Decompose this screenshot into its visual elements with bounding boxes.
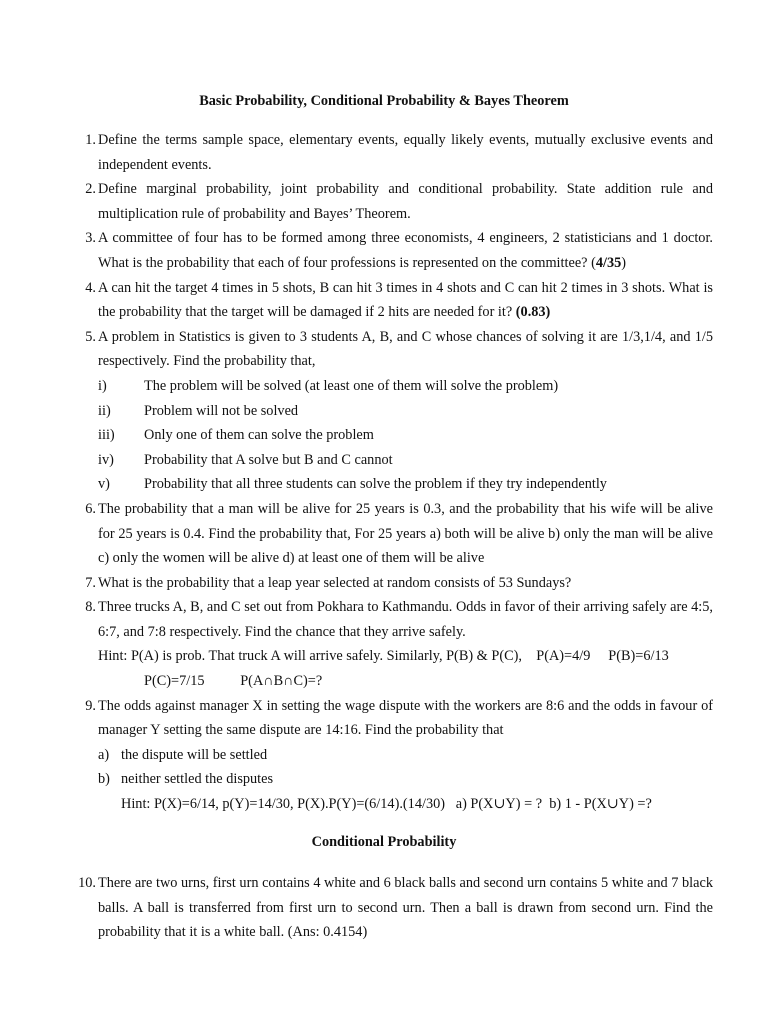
sub-label: v) xyxy=(98,476,110,493)
question-number: 1. xyxy=(85,132,96,148)
question-text: The odds against manager X in setting the wage dispute with the workers are 8:6 and the odds in favour of manager Y setting the same dispute are 14:16. Find the probability that xyxy=(98,697,713,739)
question-number: 3. xyxy=(85,230,96,247)
question-8 xyxy=(0,595,713,644)
sub-label: ii) xyxy=(98,402,111,419)
question-list xyxy=(0,128,768,817)
sub-text: Probability that A solve but B and C cannot xyxy=(144,451,393,468)
question-6 xyxy=(0,497,713,571)
sub-text: The problem will be solved (at least one of them will solve the problem) xyxy=(144,377,559,394)
sub-text: the dispute will be settled xyxy=(121,746,268,763)
question-3 xyxy=(0,226,713,275)
sub-label: i) xyxy=(98,377,107,394)
question-text: Define the terms sample space, elementary events, equally likely events, mutually exclusive events and independent events. xyxy=(98,132,713,173)
sub-label: iv) xyxy=(98,451,114,468)
hint-line: P(C)=7/15 P(A∩B∩C)=? xyxy=(144,673,323,690)
question-number: 2. xyxy=(85,181,96,198)
question-text xyxy=(98,226,713,275)
question-number: 4. xyxy=(85,279,96,296)
sub-item xyxy=(0,448,768,473)
sub-item xyxy=(0,374,768,399)
page-title: Basic Probability, Conditional Probability & Bayes Theorem xyxy=(199,93,569,109)
question-number: 10. xyxy=(78,875,96,891)
question-number: 8. xyxy=(85,599,96,616)
sub-label: a) xyxy=(98,746,110,763)
sub-label: iii) xyxy=(98,427,115,444)
question-5 xyxy=(0,325,713,374)
sub-item xyxy=(0,423,768,448)
question-text: What is the probability that a leap year selected at random consists of 53 Sundays? xyxy=(98,574,572,591)
question-2 xyxy=(0,177,713,226)
question-10 xyxy=(0,871,713,945)
question-text: Three trucks A, B, and C set out from Pokhara to Kathmandu. Odds in favor of their arriving safely are 4:5, 6:7, and 7:8 respectively. Find the chance that they arrive safely. xyxy=(98,599,713,640)
sub-item xyxy=(0,767,768,792)
sub-text: Problem will not be solved xyxy=(144,402,299,419)
question-number: 9. xyxy=(85,697,96,714)
sub-item xyxy=(0,399,768,424)
question-9 xyxy=(0,694,713,743)
question-body: A committee of four has to be formed among three economists, 4 engineers, 2 statisticians and 1 doctor. What is the probability that each of four professions is represented on the committee? ( xyxy=(98,230,713,271)
answer: (0.83) xyxy=(515,304,551,321)
hint-line: Hint: P(A) is prob. That truck A will arrive safely. Similarly, P(B) & P(C), P(A)=4/9 P(B)=6/13 xyxy=(98,648,669,665)
sub-text: neither settled the disputes xyxy=(121,771,274,788)
question-text: Define marginal probability, joint probability and conditional probability. State addition rule and multiplication rule of probability and Bayes’ Theorem. xyxy=(98,181,713,222)
question-text: The probability that a man will be alive for 25 years is 0.3, and the probability that his wife will be alive for 25 years is 0.4. Find the probability that, For 25 years a) both will be alive b) only the man will be alive c) only the women will be alive d) at least one of them will be alive xyxy=(98,500,713,567)
sub-text: Only one of them can solve the problem xyxy=(144,427,374,444)
question-body: A can hit the target 4 times in 5 shots, B can hit 3 times in 4 shots and C can hit 2 times in 3 shots. What is the probability that the target will be damaged if 2 hits are needed for it? xyxy=(98,279,713,321)
sub-text: Probability that all three students can solve the problem if they try independently xyxy=(144,476,607,493)
question-list-conditional xyxy=(0,871,768,945)
answer: 4/35 xyxy=(595,254,622,271)
question-7 xyxy=(0,571,713,596)
question-number: 6. xyxy=(85,500,96,517)
sub-item xyxy=(0,472,768,497)
answer-close: ) xyxy=(621,254,627,271)
question-text xyxy=(98,276,713,325)
question-number: 5. xyxy=(85,328,96,345)
question-1 xyxy=(0,128,713,177)
section-title: Conditional Probability xyxy=(311,834,457,850)
question-4 xyxy=(0,276,713,325)
sub-label: b) xyxy=(98,771,110,788)
hint-line: Hint: P(X)=6/14, p(Y)=14/30, P(X).P(Y)=(6/14).(14/30) a) P(X∪Y) = ? b) 1 - P(X∪Y) =? xyxy=(121,796,652,813)
question-number: 7. xyxy=(85,574,96,591)
sub-item xyxy=(0,743,768,768)
question-text: There are two urns, first urn contains 4 white and 6 black balls and second urn contains 5 white and 7 black balls. A ball is transferred from first urn to second urn. Then a ball is drawn from second urn. Find the probability that it is a white ball. (Ans: 0.4154) xyxy=(98,875,713,941)
question-text: A problem in Statistics is given to 3 students A, B, and C whose chances of solving it are 1/3,1/4, and 1/5 respectively. Find the probability that, xyxy=(98,328,713,370)
